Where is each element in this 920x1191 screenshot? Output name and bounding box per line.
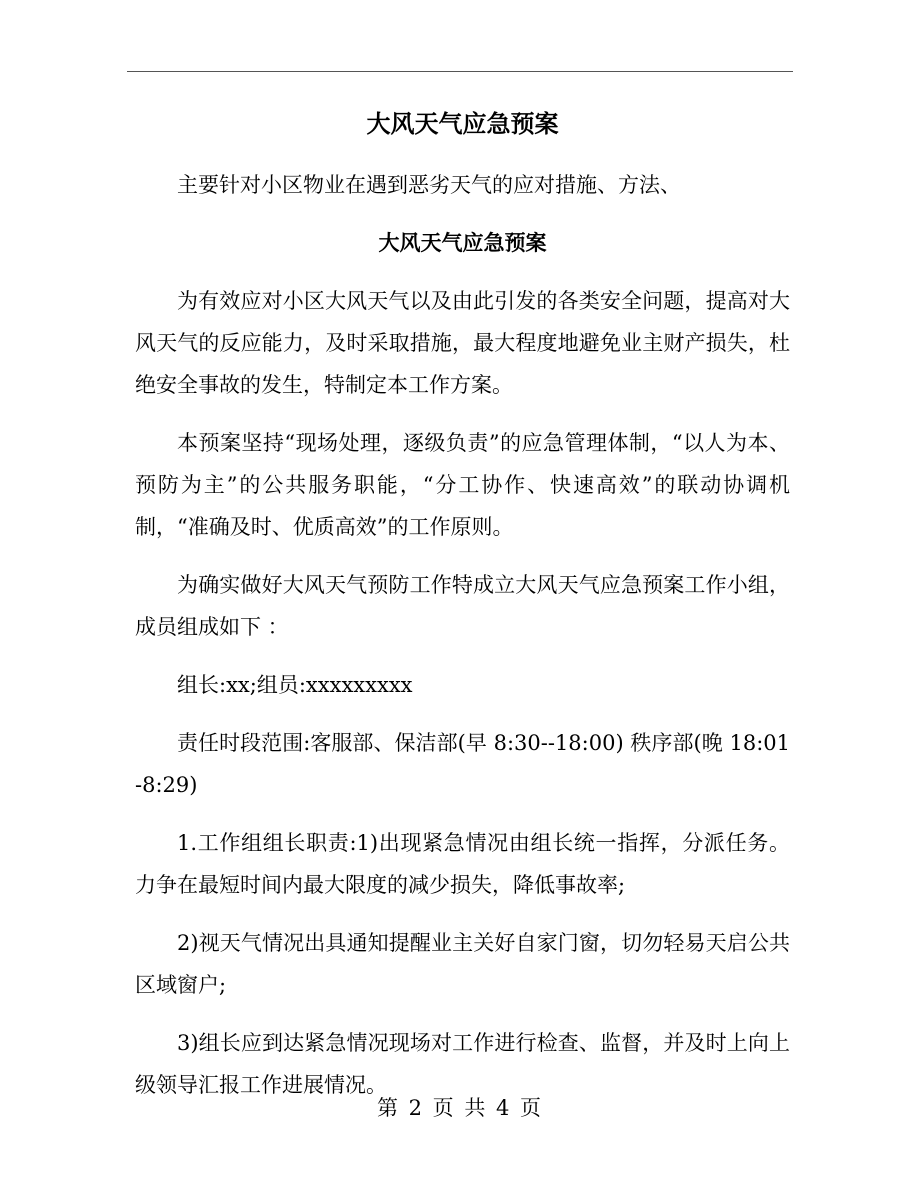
paragraph-duty-3: 3)组长应到达紧急情况现场对工作进行检查、监督，并及时上向上级领导汇报工作进展情况。 [135, 1031, 790, 1097]
paragraph-members: 组长:xx;组员:xxxxxxxxx [177, 673, 413, 697]
paragraph-time-range: 责任时段范围:客服部、保洁部(早 8:30--18:00) 秩序部(晚 18:01-8:29) [135, 731, 790, 797]
paragraph-purpose: 为有效应对小区大风天气以及由此引发的各类安全问题，提高对大风天气的反应能力，及时采取措施，最大程度地避免业主财产损失，杜绝安全事故的发生，特制定本工作方案。 [135, 289, 790, 397]
document-body [135, 100, 790, 1122]
paragraph-principles: 本预案坚持“现场处理，逐级负责”的应急管理体制，“以人为本、预防为主”的公共服务职能，“分工协作、快速高效”的联动协调机制，“准确及时、优质高效”的工作原则。 [135, 431, 790, 539]
section-title: 大风天气应急预案 [378, 230, 547, 255]
paragraph-duty-1: 1.工作组组长职责:1)出现紧急情况由组长统一指挥，分派任务。力争在最短时间内最大限度的减少损失，降低事故率; [135, 831, 790, 897]
paragraph-team: 为确实做好大风天气预防工作特成立大风天气应急预案工作小组，成员组成如下 ： [135, 573, 790, 639]
page-number: 第 2 页 共 4 页 [376, 1096, 544, 1120]
document-title: 大风天气应急预案 [366, 109, 559, 138]
header-rule [127, 71, 793, 72]
paragraph-duty-2: 2)视天气情况出具通知提醒业主关好自家门窗，切勿轻易天启公共区域窗户; [135, 931, 790, 997]
intro-paragraph: 主要针对小区物业在遇到恶劣天气的应对措施、方法、 [177, 173, 681, 197]
